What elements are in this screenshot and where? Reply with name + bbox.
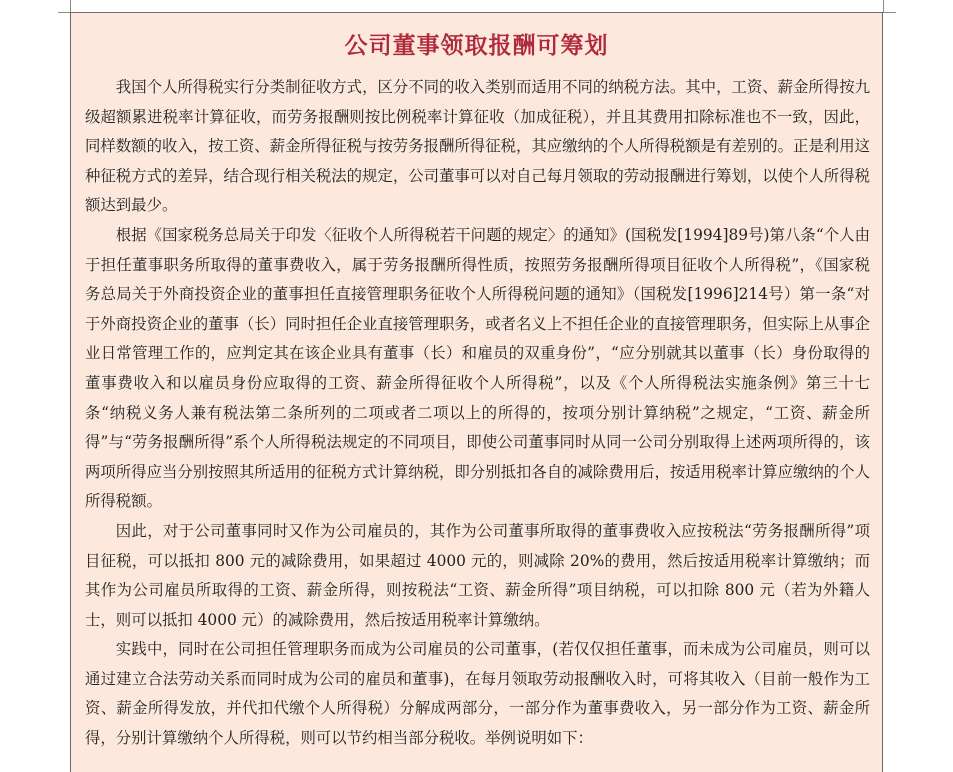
document-body (85, 73, 870, 754)
paragraph-2: 根据《国家税务总局关于印发〈征收个人所得税若干问题的规定〉的通知》(国税发[1994]89号)第八条“个人由于担任董事职务所取得的董事费收入，属于劳务报酬所得性质，按照劳务报酬所得项目征收个人所得税”，《国家税务总局关于外商投资企业的董事担任直接管理职务征收个人所得税问题的通知》（国税发[1996]214号）第一条“对于外商投资企业的董事（长）同时担任企业直接管理职务，或者名义上不担任企业的直接管理职务，但实际上从事企业日常管理工作的，应判定其在该企业具有董事（长）和雇员的双重身份”，“应分别就其以董事（长）身份取得的董事费收入和以雇员身份应取得的工资、薪金所得征收个人所得税”，以及《个人所得税法实施条例》第三十七条“纳税义务人兼有税法第二条所列的二项或者二项以上的所得的，按项分别计算纳税”之规定，“工资、薪金所得”与“劳务报酬所得”系个人所得税法规定的不同项目，即使公司董事同时从同一公司分别取得上述两项所得的，该两项所得应当分别按照其所适用的征税方式计算纳税，即分别抵扣各自的减除费用后，按适用税率计算应缴纳的个人所得税额。 (85, 225, 870, 511)
paragraph-1: 我国个人所得税实行分类制征收方式，区分不同的收入类别而适用不同的纳税方法。其中，工资、薪金所得按九级超额累进税率计算征收，而劳务报酬则按比例税率计算征收（加成征税），并且其费用扣除标准也不一致，因此，同样数额的收入，按工资、薪金所得征税与按劳务报酬所得征税，其应缴纳的个人所得税额是有差别的。正是利用这种征税方式的差异，结合现行相关税法的规定，公司董事可以对自己每月领取的劳动报酬进行筹划，以使个人所得税额达到最少。 (85, 78, 870, 215)
page-corner-mark-right (883, 0, 896, 13)
paragraph-3: 因此，对于公司董事同时又作为公司雇员的，其作为公司董事所取得的董事费收入应按税法“劳务报酬所得”项目征税，可以抵扣 800 元的减除费用，如果超过 4000 元的，则减除 20%的费用，然后按适用税率计算缴纳；而其作为公司雇员所取得的工资、薪金所得，则按税法“工资、薪金所得”项目纳税，可以扣除 800 元（若为外籍人士，则可以抵扣 4000 元）的减除费用，然后按适用税率计算缴纳。 (85, 521, 870, 629)
document-title: 公司董事领取报酬可筹划 (344, 32, 609, 59)
paragraph-4: 实践中，同时在公司担任管理职务而成为公司雇员的公司董事，(若仅仅担任董事，而未成为公司雇员，则可以通过建立合法劳动关系而同时成为公司的雇员和董事)，在每月领取劳动报酬收入时，可将其收入（目前一般作为工资、薪金所得发放，并代扣代缴个人所得税）分解成两部分，一部分作为董事费收入，另一部分作为工资、薪金所得，分别计算缴纳个人所得税，则可以节约相当部分税收。举例说明如下： (85, 640, 870, 748)
document-page[interactable] (70, 12, 883, 772)
